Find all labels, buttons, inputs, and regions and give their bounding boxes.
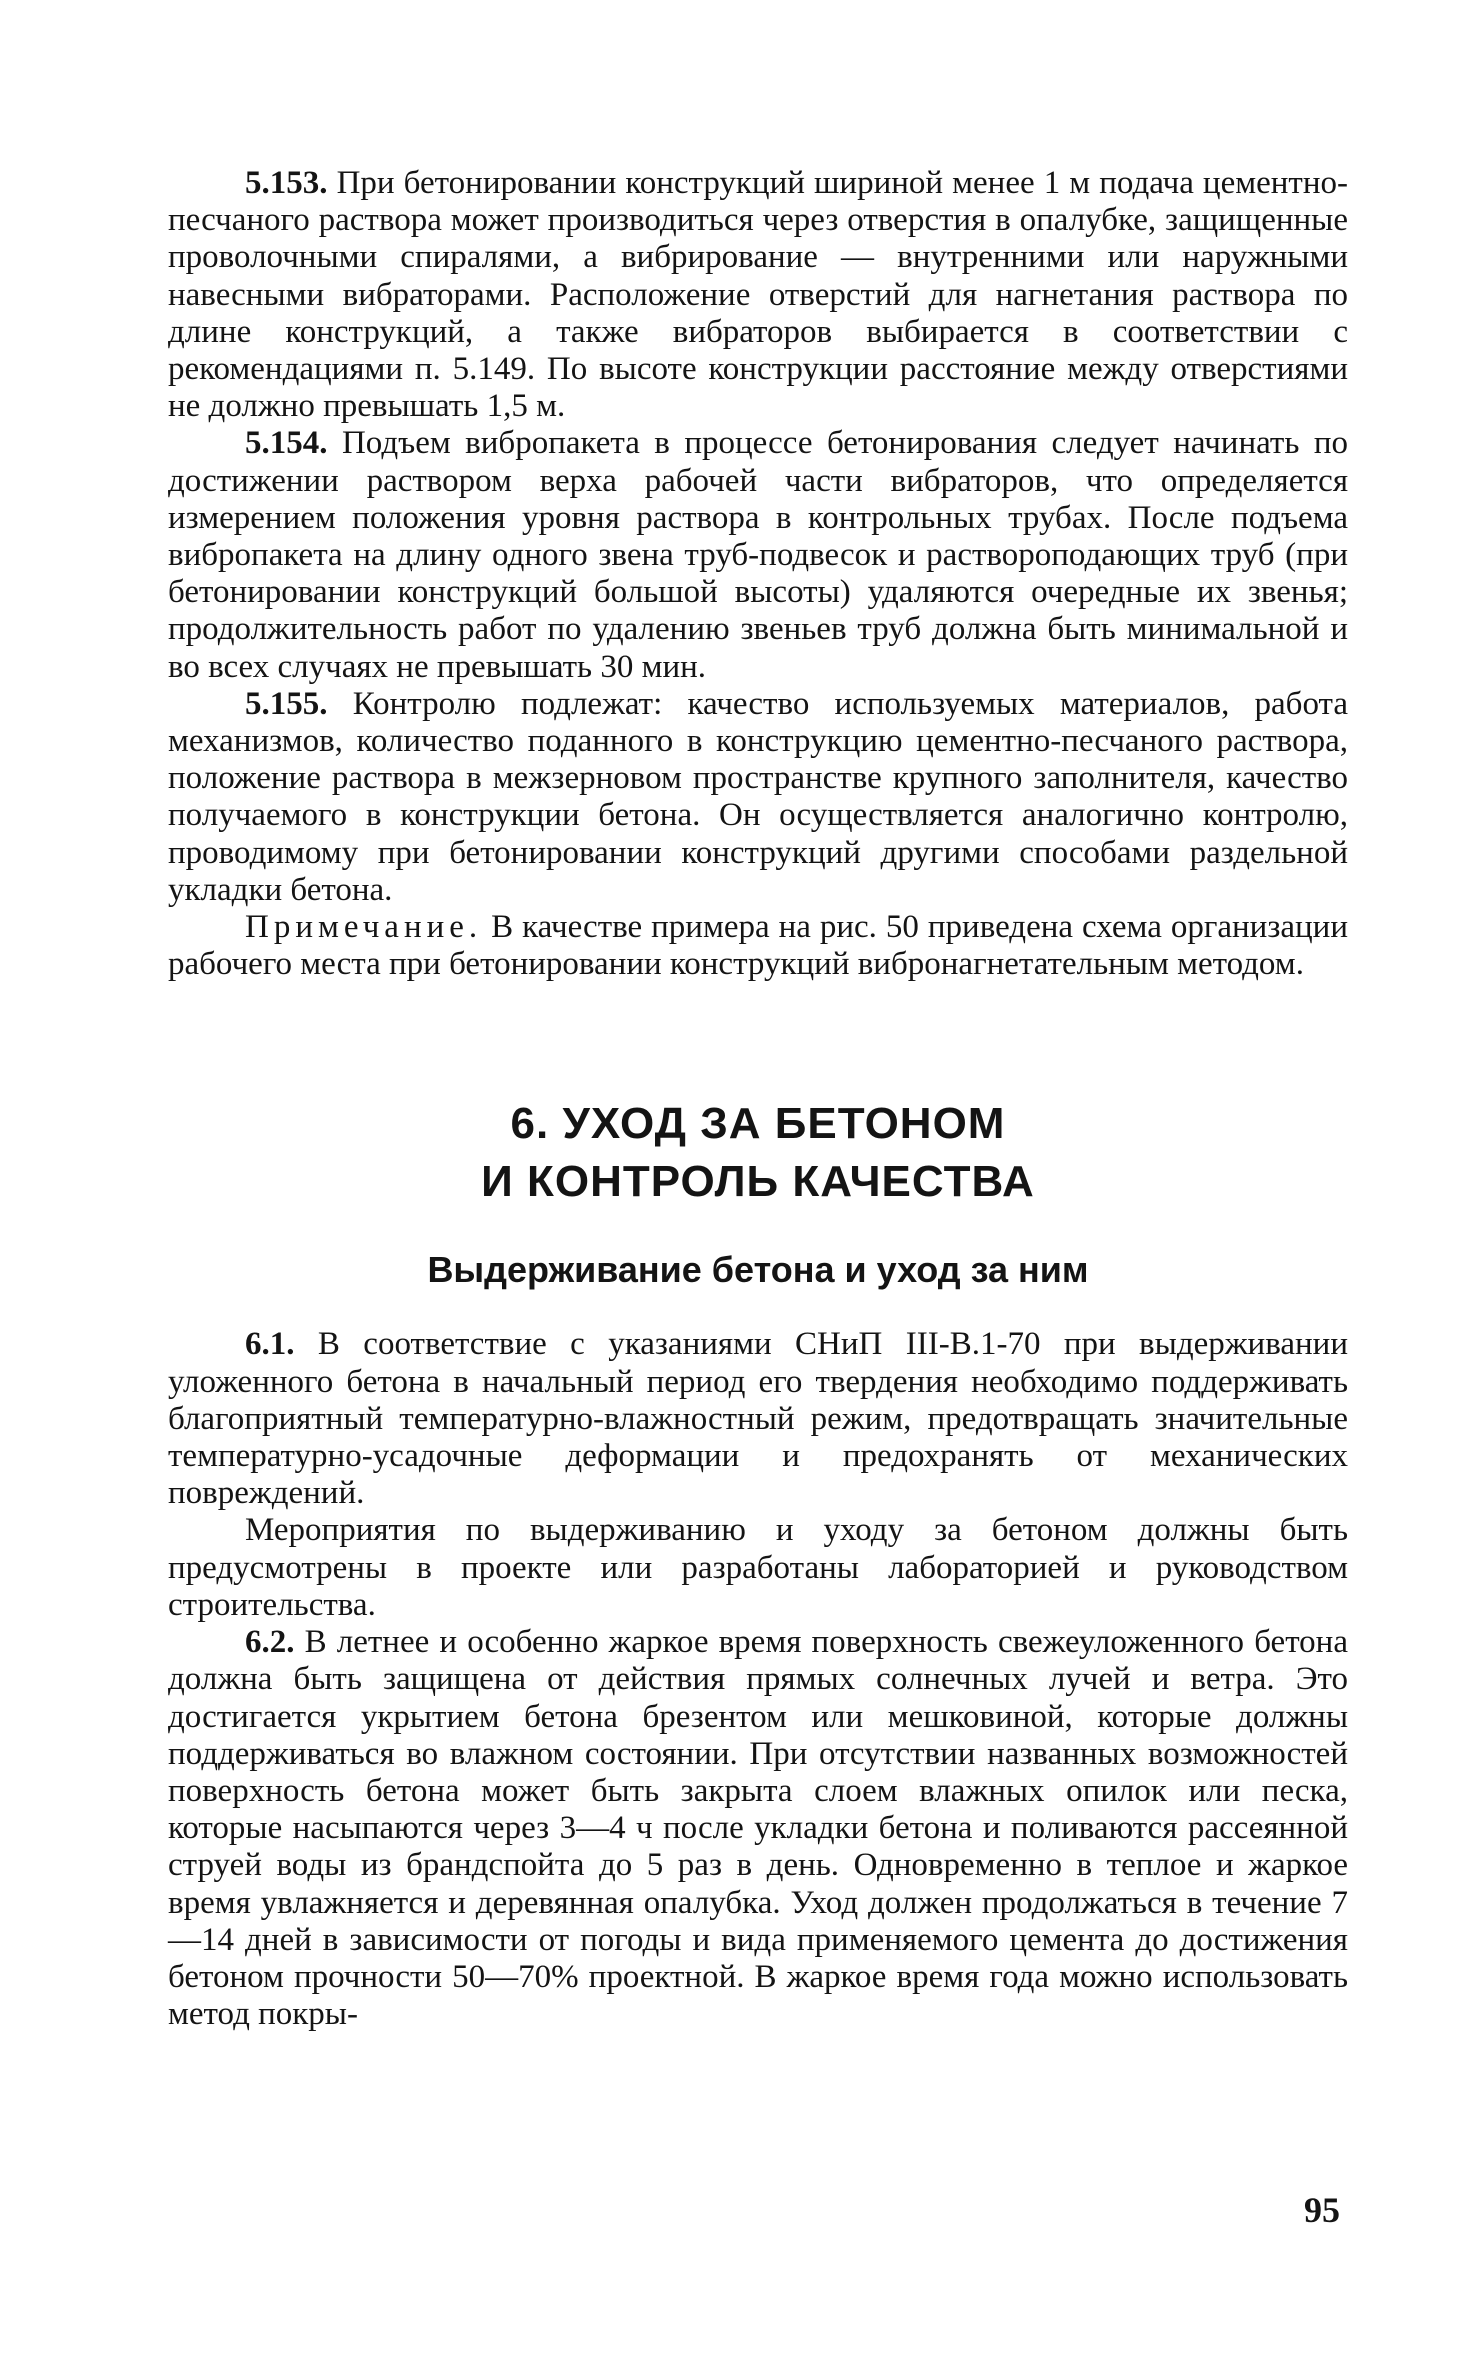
note-label: Примечание. [245,909,483,946]
paragraph-measures [168,1512,1348,1624]
note-paragraph [168,909,1348,983]
chapter-title [168,1095,1348,1211]
paragraph-text: Подъем вибропакета в процессе бетонирования следует начинать по достижении раствором верха рабочей части вибраторов, что определяется измерением положения уровня раствора в контрольных трубах. После подъема вибропакета на длину одного звена труб-подвесок и растворoподающих труб (при бетонировании конструкций большой высоты) удаляются очередные их звенья; продолжительность работ по удалению звеньев труб должна быть минимальной и во всех случаях не превышать 30 мин. [168,425,1348,685]
paragraph-5-155 [168,686,1348,909]
clause-number: 5.153. [245,165,328,201]
paragraph-text: Контролю подлежат: качество используемых материалов, работа механизмов, количество поданного в конструкцию цементно-песчаного раствора, положение раствора в межзерновом пространстве крупного заполнителя, качество получаемого в конструкции бетона. Он осуществляется аналогично контролю, проводимому при бетонировании конструкций другими способами раздельной укладки бетона. [168,685,1348,908]
paragraph-6-2 [168,1624,1348,2033]
page-body [168,165,1348,2033]
note-text: В качестве примера на рис. 50 приведена схема организации рабочего места при бетонировании конструкций вибронагнетательным методом. [168,909,1348,983]
chapter-title-line-1: 6. УХОД ЗА БЕТОНОМ [510,1099,1006,1149]
paragraph-text: Мероприятия по выдерживанию и уходу за бетоном должны быть предусмотрены в проекте или разработаны лабораторией и руководством строительства. [168,1512,1348,1623]
clause-number: 5.154. [245,425,328,462]
paragraph-text: В соответствие с указаниями СНиП III-В.1-70 при выдерживании уложенного бетона в начальный период его твердения необходимо поддерживать благоприятный температурно-влажностный режим, предотвращать значительные температурно-усадочные деформации и предохранять от механических повреждений. [168,1326,1348,1512]
paragraph-5-154 [168,425,1348,685]
chapter-title-line-2: И КОНТРОЛЬ КАЧЕСТВА [481,1157,1035,1207]
clause-number: 6.1. [245,1326,295,1363]
paragraph-5-153 [168,165,1348,425]
clause-number: 6.2. [245,1624,295,1661]
paragraph-6-1 [168,1326,1348,1512]
paragraph-text: При бетонировании конструкций шириной менее 1 м подача цементно-песчаного раствора может производиться через отверстия в опалубке, защищенные проволочными спиралями, а вибрирование — внутренними или наружными навесными вибраторами. Расположение отверстий для нагнетания раствора по длине конструкций, а также вибраторов выбирается в соответствии с рекомендациями п. 5.149. По высоте конструкции расстояние между отверстиями не должно превышать 1,5 м. [168,165,1348,425]
clause-number: 5.155. [245,685,328,722]
page-number: 95 [1304,2190,1340,2230]
section-title: Выдерживание бетона и уход за ним [427,1249,1089,1291]
paragraph-text: В летнее и особенно жаркое время поверхность свежеуложенного бетона должна быть защищена от действия прямых солнечных лучей и ветра. Это достигается укрытием бетона брезентом или мешковиной, которые должны поддерживаться во влажном состоянии. При отсутствии названных возможностей поверхность бетона может быть закрыта слоем влажных опилок или песка, которые насыпаются через 3—4 ч после укладки бетона и поливаются рассеянной струей воды из брандспойта до 5 раз в день. Одновременно в теплое и жаркое время увлажняется и деревянная опалубка. Уход должен продолжаться в течение 7—14 дней в зависимости от погоды и вида применяемого цемента до достижения бетоном прочности 50—70% проектной. В жаркое время года можно использовать метод покры- [168,1624,1348,2033]
